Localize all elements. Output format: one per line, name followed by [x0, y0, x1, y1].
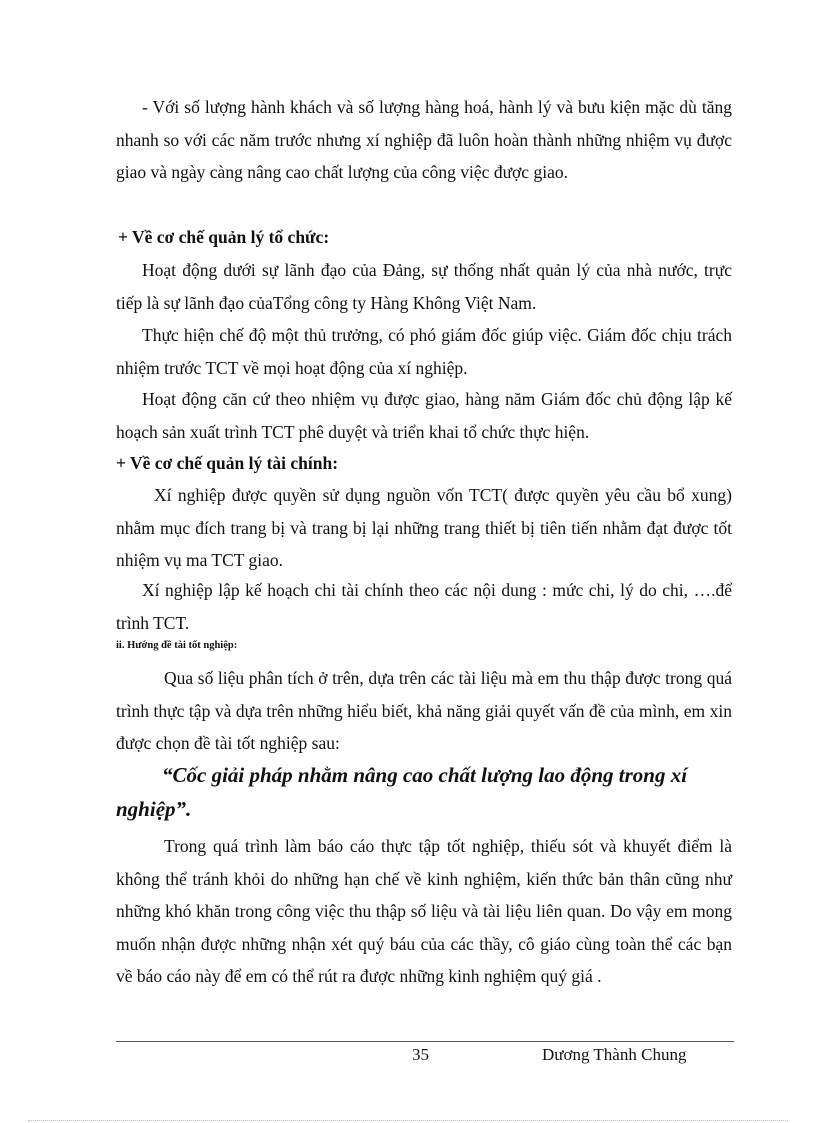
heading-organization-management: + Về cơ chế quản lý tổ chức:: [118, 227, 330, 247]
footer-divider: [116, 1041, 734, 1042]
paragraph-director-regime: Thực hiện chế độ một thủ trưởng, có phó giám đốc giúp việc. Giám đốc chịu trách nhiệm trước TCT về mọi hoạt động của xí nghiệp.: [116, 325, 732, 378]
paragraph-closing-remarks: Trong quá trình làm báo cáo thực tập tốt nghiệp, thiếu sót và khuyết điểm là không thể tránh khỏi do những hạn chế về kinh nghiệm, kiến thức bản thân cũng như những khó khăn trong công việc thu thập số liệu và tài liệu liên quan. Do vậy em mong muốn nhận được những nhận xét quý báu của các thầy, cô giáo cùng toàn thể các bạn về báo cáo này để em có thể rút ra được những kinh nghiệm quý giá .: [116, 836, 732, 987]
page-number: 35: [412, 1045, 429, 1064]
heading-finance-management: + Về cơ chế quản lý tài chính:: [116, 453, 339, 473]
paragraph-annual-plan: Hoạt động căn cứ theo nhiệm vụ được giao, hàng năm Giám đốc chủ động lập kế hoạch sản xuất trình TCT phê duyệt và triển khai tổ chức thực hiện.: [116, 389, 732, 442]
paragraph-topic-selection: Qua số liệu phân tích ở trên, dựa trên các tài liệu mà em thu thập được trong quá trình thực tập và dựa trên những hiểu biết, khả năng giải quyết vấn đề của mình, em xin được chọn đề tài tốt nghiệp sau:: [116, 668, 732, 754]
paragraph-passenger-volume: - Với số lượng hành khách và số lượng hàng hoá, hành lý và bưu kiện mặc dù tăng nhanh so với các năm trước nhưng xí nghiệp đã luôn hoàn thành những nhiệm vụ được giao và ngày càng nâng cao chất lượng của công việc được giao.: [116, 97, 732, 183]
author-name: Dương Thành Chung: [542, 1045, 687, 1064]
paragraph-capital-usage: Xí nghiệp được quyền sử dụng nguồn vốn TCT( được quyền yêu cầu bổ xung) nhằm mục đích trang bị và trang bị lại những trang thiết bị tiên tiến nhằm đạt được tốt nhiệm vụ ma TCT giao.: [116, 485, 732, 571]
paragraph-party-leadership: Hoạt động dưới sự lãnh đạo của Đảng, sự thống nhất quản lý của nhà nước, trực tiếp là sự lãnh đạo củaTổng công ty Hàng Không Việt Nam.: [116, 260, 732, 313]
thesis-title: “Cốc giải pháp nhằm nâng cao chất lượng lao động trong xí nghiệp”.: [116, 763, 688, 821]
page-bottom-border: [28, 1120, 788, 1121]
paragraph-finance-plan: Xí nghiệp lập kế hoạch chi tài chính theo các nội dung : mức chi, lý do chi, ….để trình TCT.: [116, 580, 732, 633]
heading-thesis-direction: ii. Hướng đề tài tốt nghiệp:: [116, 640, 238, 651]
